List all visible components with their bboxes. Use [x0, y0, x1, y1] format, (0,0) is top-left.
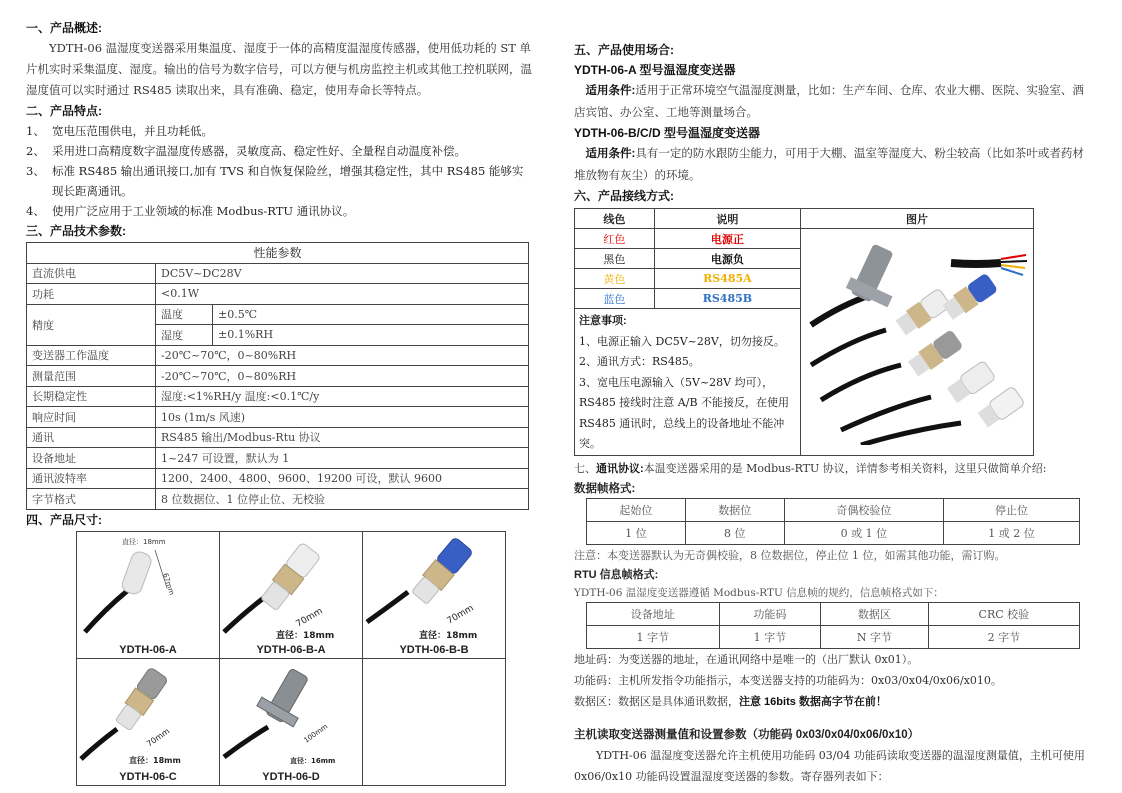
section-dimensions-title: 四、产品尺寸:: [26, 512, 102, 527]
feature-text: 使用广泛应用于工业领域的标准 Modbus-RTU 通讯协议。: [52, 204, 355, 218]
function-code-line: 功能码：主机所发指令功能指示，本变送器支持的功能码为：0x03/0x04/0x06/x010。: [574, 673, 1002, 687]
dim-c-length: 70mm: [144, 725, 172, 749]
wire-desc-power-negative: 电源负: [654, 249, 800, 269]
frame-format-title: 数据帧格式:: [574, 482, 636, 495]
model-caption: YDTH-06-A: [119, 643, 177, 656]
note-item: 2、通讯方式：RS485。: [579, 355, 700, 368]
dim-d-length: 100mm: [302, 722, 330, 745]
product-photo-bb: [363, 532, 505, 642]
model-bcd-paragraph: [574, 143, 1094, 186]
wire-header-pic: 图片: [801, 209, 1034, 229]
rtu-header-cell: 设备地址: [587, 602, 720, 625]
spec-key: 精度: [27, 304, 156, 345]
dim-c-diameter: 直径：18mm: [129, 755, 181, 765]
model-bcd-title: YDTH-06-B/C/D 型号温湿度变送器: [574, 126, 761, 140]
wire-header-color: 线色: [575, 209, 655, 229]
section-specs-title: 三、产品技术参数:: [26, 224, 126, 238]
wiring-photo-cell: [801, 229, 1034, 456]
rtu-value-cell: 1 字节: [587, 625, 720, 648]
dim-cell-bb: [363, 531, 506, 658]
frame-header-cell: 起始位: [587, 498, 686, 521]
left-column: [26, 18, 534, 786]
protocol-paragraph: [574, 458, 1094, 480]
rtu-format-table: [586, 602, 1080, 649]
feature-text: 宽电压范围供电，并且功耗低。: [52, 124, 213, 138]
product-photo-d: [220, 659, 362, 769]
spec-value: ±0.5℃: [213, 304, 529, 325]
spec-value: 1200、2400、4800、9600、19200 可设，默认 9600: [156, 468, 529, 489]
read-params-body: YDTH-06 温湿度变送器允许主机使用功能码 03/04 功能码读取变送器的温湿度测量值，主机可使用 0x06/0x10 功能码设置温湿度变送器的参数。寄存器列表如下：: [574, 748, 1085, 783]
model-caption: YDTH-06-B-B: [399, 643, 469, 656]
frame-header-cell: 数据位: [685, 498, 784, 521]
spec-value: <0.1W: [156, 284, 529, 305]
address-code-line: 地址码：为变送器的地址，在通讯网络中是唯一的（出厂默认 0x01）。: [574, 652, 919, 666]
spec-table: [26, 242, 529, 510]
dim-bb-diameter: 直径：18mm: [419, 630, 478, 641]
wire-color-blue: 蓝色: [575, 289, 655, 309]
dim-a-diameter: 直径：18mm: [122, 537, 166, 546]
feature-number: 2、: [26, 144, 45, 158]
wire-color-black: 黑色: [575, 249, 655, 269]
product-photo-ba: [220, 532, 362, 642]
wire-desc-power-positive: 电源正: [654, 229, 800, 249]
rtu-value-cell: 1 字节: [719, 625, 821, 648]
model-bcd-body: 具有一定的防水跟防尘能力，可用于大棚、温室等湿度大、粉尘较高（比如茶叶或者药材堆放物有灰尘）的环境。: [574, 146, 1084, 182]
frame-value-cell: 1 位: [587, 521, 686, 544]
dim-cell-d: [220, 658, 363, 785]
dim-cell-a: [77, 531, 220, 658]
model-caption: YDTH-06-C: [119, 770, 177, 783]
spec-value: 湿度:<1%RH/y 温度:<0.1℃/y: [156, 386, 529, 407]
feature-item: [26, 161, 534, 201]
wire-color-red: 红色: [575, 229, 655, 249]
model-caption: YDTH-06-D: [262, 770, 320, 783]
section-usage-title: 五、产品使用场合:: [574, 43, 674, 57]
wire-color-yellow: 黄色: [575, 269, 655, 289]
rtu-header-cell: CRC 校验: [928, 602, 1079, 625]
frame-value-cell: 8 位: [685, 521, 784, 544]
frame-format-table: [586, 498, 1080, 545]
frame-value-cell: 0 或 1 位: [784, 521, 943, 544]
data-area-line: [574, 691, 1094, 713]
spec-value: 1~247 可设置，默认为 1: [156, 448, 529, 469]
notes-title: 注意事项:: [579, 315, 627, 327]
rtu-format-title: RTU 信息帧格式:: [574, 568, 659, 581]
rtu-header-cell: 数据区: [821, 602, 929, 625]
model-a-body: 适用于正常环境空气温湿度测量，比如：生产车间、仓库、农业大棚、医院、实验室、酒店宾馆、办公室、工地等测量场合。: [574, 83, 1084, 119]
data-area-warning: 注意 16bits 数据高字节在前！: [739, 695, 887, 708]
model-caption: YDTH-06-B-A: [256, 643, 326, 656]
note-item: 1、电源正输入 DC5V~28V，切勿接反。: [579, 334, 785, 348]
wire-header-desc: 说明: [654, 209, 800, 229]
section-overview-title: 一、产品概述:: [26, 21, 102, 35]
wiring-table: [574, 208, 1034, 456]
frame-value-cell: 1 或 2 位: [944, 521, 1080, 544]
spec-key: 通讯波特率: [27, 468, 156, 489]
dim-bb-length: 70mm: [445, 602, 476, 627]
rtu-value-cell: 2 字节: [928, 625, 1079, 648]
dim-ba-diameter: 直径：18mm: [276, 630, 335, 641]
model-a-paragraph: [574, 80, 1094, 123]
feature-item: [26, 121, 534, 141]
spec-key: 通讯: [27, 427, 156, 448]
spec-key: 功耗: [27, 284, 156, 305]
spec-key: 长期稳定性: [27, 386, 156, 407]
spec-table-header: 性能参数: [27, 243, 529, 264]
rtu-value-cell: N 字节: [821, 625, 929, 648]
feature-number: 1、: [26, 124, 45, 138]
feature-item: [26, 141, 534, 161]
spec-subkey: 湿度: [156, 325, 213, 346]
spec-value: 10s (1m/s 风速): [156, 407, 529, 428]
product-photo-c: [77, 659, 219, 769]
spec-key: 设备地址: [27, 448, 156, 469]
spec-value: -20℃~70℃，0~80%RH: [156, 345, 529, 366]
dim-cell-ba: [220, 531, 363, 658]
dim-cell-empty: [363, 658, 506, 785]
spec-key: 直流供电: [27, 263, 156, 284]
product-photo-a: [77, 532, 219, 642]
protocol-body: 本温变送器采用的是 Modbus-RTU 协议，详情参考相关资料，这里只做简单介绍:: [643, 461, 1047, 475]
dim-cell-c: [77, 658, 220, 785]
feature-number: 4、: [26, 204, 45, 218]
data-area-text: 数据区：数据区是具体通讯数据，: [574, 694, 739, 708]
section-wiring-title: 六、产品接线方式:: [574, 189, 674, 203]
read-params-title: 主机读取变送器测量值和设置参数（功能码 0x03/0x04/0x06/0x10）: [574, 728, 920, 741]
feature-text: 采用进口高精度数字温湿度传感器，灵敏度高、稳定性好、全量程自动温度补偿。: [52, 144, 466, 158]
overview-paragraph: YDTH-06 温湿度变送器采用集温度、湿度于一体的高精度温湿度传感器，使用低功耗的 ST 单片机实时采集温度、湿度。输出的信号为数字信号，可以方便与机房监控主机或其他工控机联网，温湿度值可以实时通过 RS485 读取出来，具有准确、稳定，使用寿命长等特点。: [26, 41, 532, 97]
feature-text: 标准 RS485 输出通讯接口,加有 TVS 和自恢复保险丝，增强其稳定性，其中 RS485 能够实现长距离通讯。: [52, 164, 524, 198]
frame-note: 注意：本变送器默认为无奇偶校验，8 位数据位，停止位 1 位，如需其他功能，需订购。: [574, 548, 1006, 562]
spec-key: 字节格式: [27, 489, 156, 510]
wire-desc-rs485b: RS485B: [654, 289, 800, 309]
condition-label: 适用条件:: [585, 85, 636, 97]
spec-value: ±0.1%RH: [213, 325, 529, 346]
section-protocol-number: 七、: [574, 461, 596, 475]
feature-number: 3、: [26, 164, 45, 178]
rtu-intro: YDTH-06 温湿度变送器遵循 Modbus-RTU 信息帧的规约，信息帧格式如下：: [574, 586, 944, 599]
spec-key: 测量范围: [27, 366, 156, 387]
notes-cell: [575, 309, 801, 456]
feature-list: [26, 121, 534, 221]
spec-value: -20℃~70℃，0~80%RH: [156, 366, 529, 387]
spec-key: 响应时间: [27, 407, 156, 428]
spec-subkey: 温度: [156, 304, 213, 325]
feature-item: [26, 201, 534, 221]
wire-desc-rs485a: RS485A: [654, 269, 800, 289]
wiring-product-photo: [801, 235, 1033, 445]
dim-d-diameter: 直径：16mm: [290, 756, 336, 765]
spec-key: 变送器工作温度: [27, 345, 156, 366]
right-column: [574, 40, 1094, 787]
rtu-header-cell: 功能码: [719, 602, 821, 625]
notes-block: [575, 309, 800, 455]
spec-value: RS485 输出/Modbus-Rtu 协议: [156, 427, 529, 448]
dimensions-table: [76, 531, 506, 786]
dim-ba-length: 70mm: [294, 605, 325, 630]
note-item: 3、宽电压电源输入（5V~28V 均可），RS485 接线时注意 A/B 不能接反，在使用 RS485 通讯时，总线上的设备地址不能冲突。: [579, 375, 790, 450]
section-protocol-title: 通讯协议:: [596, 462, 644, 475]
model-a-title: YDTH-06-A 型号温湿度变送器: [574, 63, 736, 77]
frame-header-cell: 停止位: [944, 498, 1080, 521]
spec-value: DC5V~DC28V: [156, 263, 529, 284]
spec-value: 8 位数据位、1 位停止位、无校验: [156, 489, 529, 510]
condition-label: 适用条件:: [585, 148, 636, 160]
frame-header-cell: 奇偶校验位: [784, 498, 943, 521]
dim-a-length: 67mm: [161, 571, 176, 596]
section-features-title: 二、产品特点:: [26, 104, 102, 118]
